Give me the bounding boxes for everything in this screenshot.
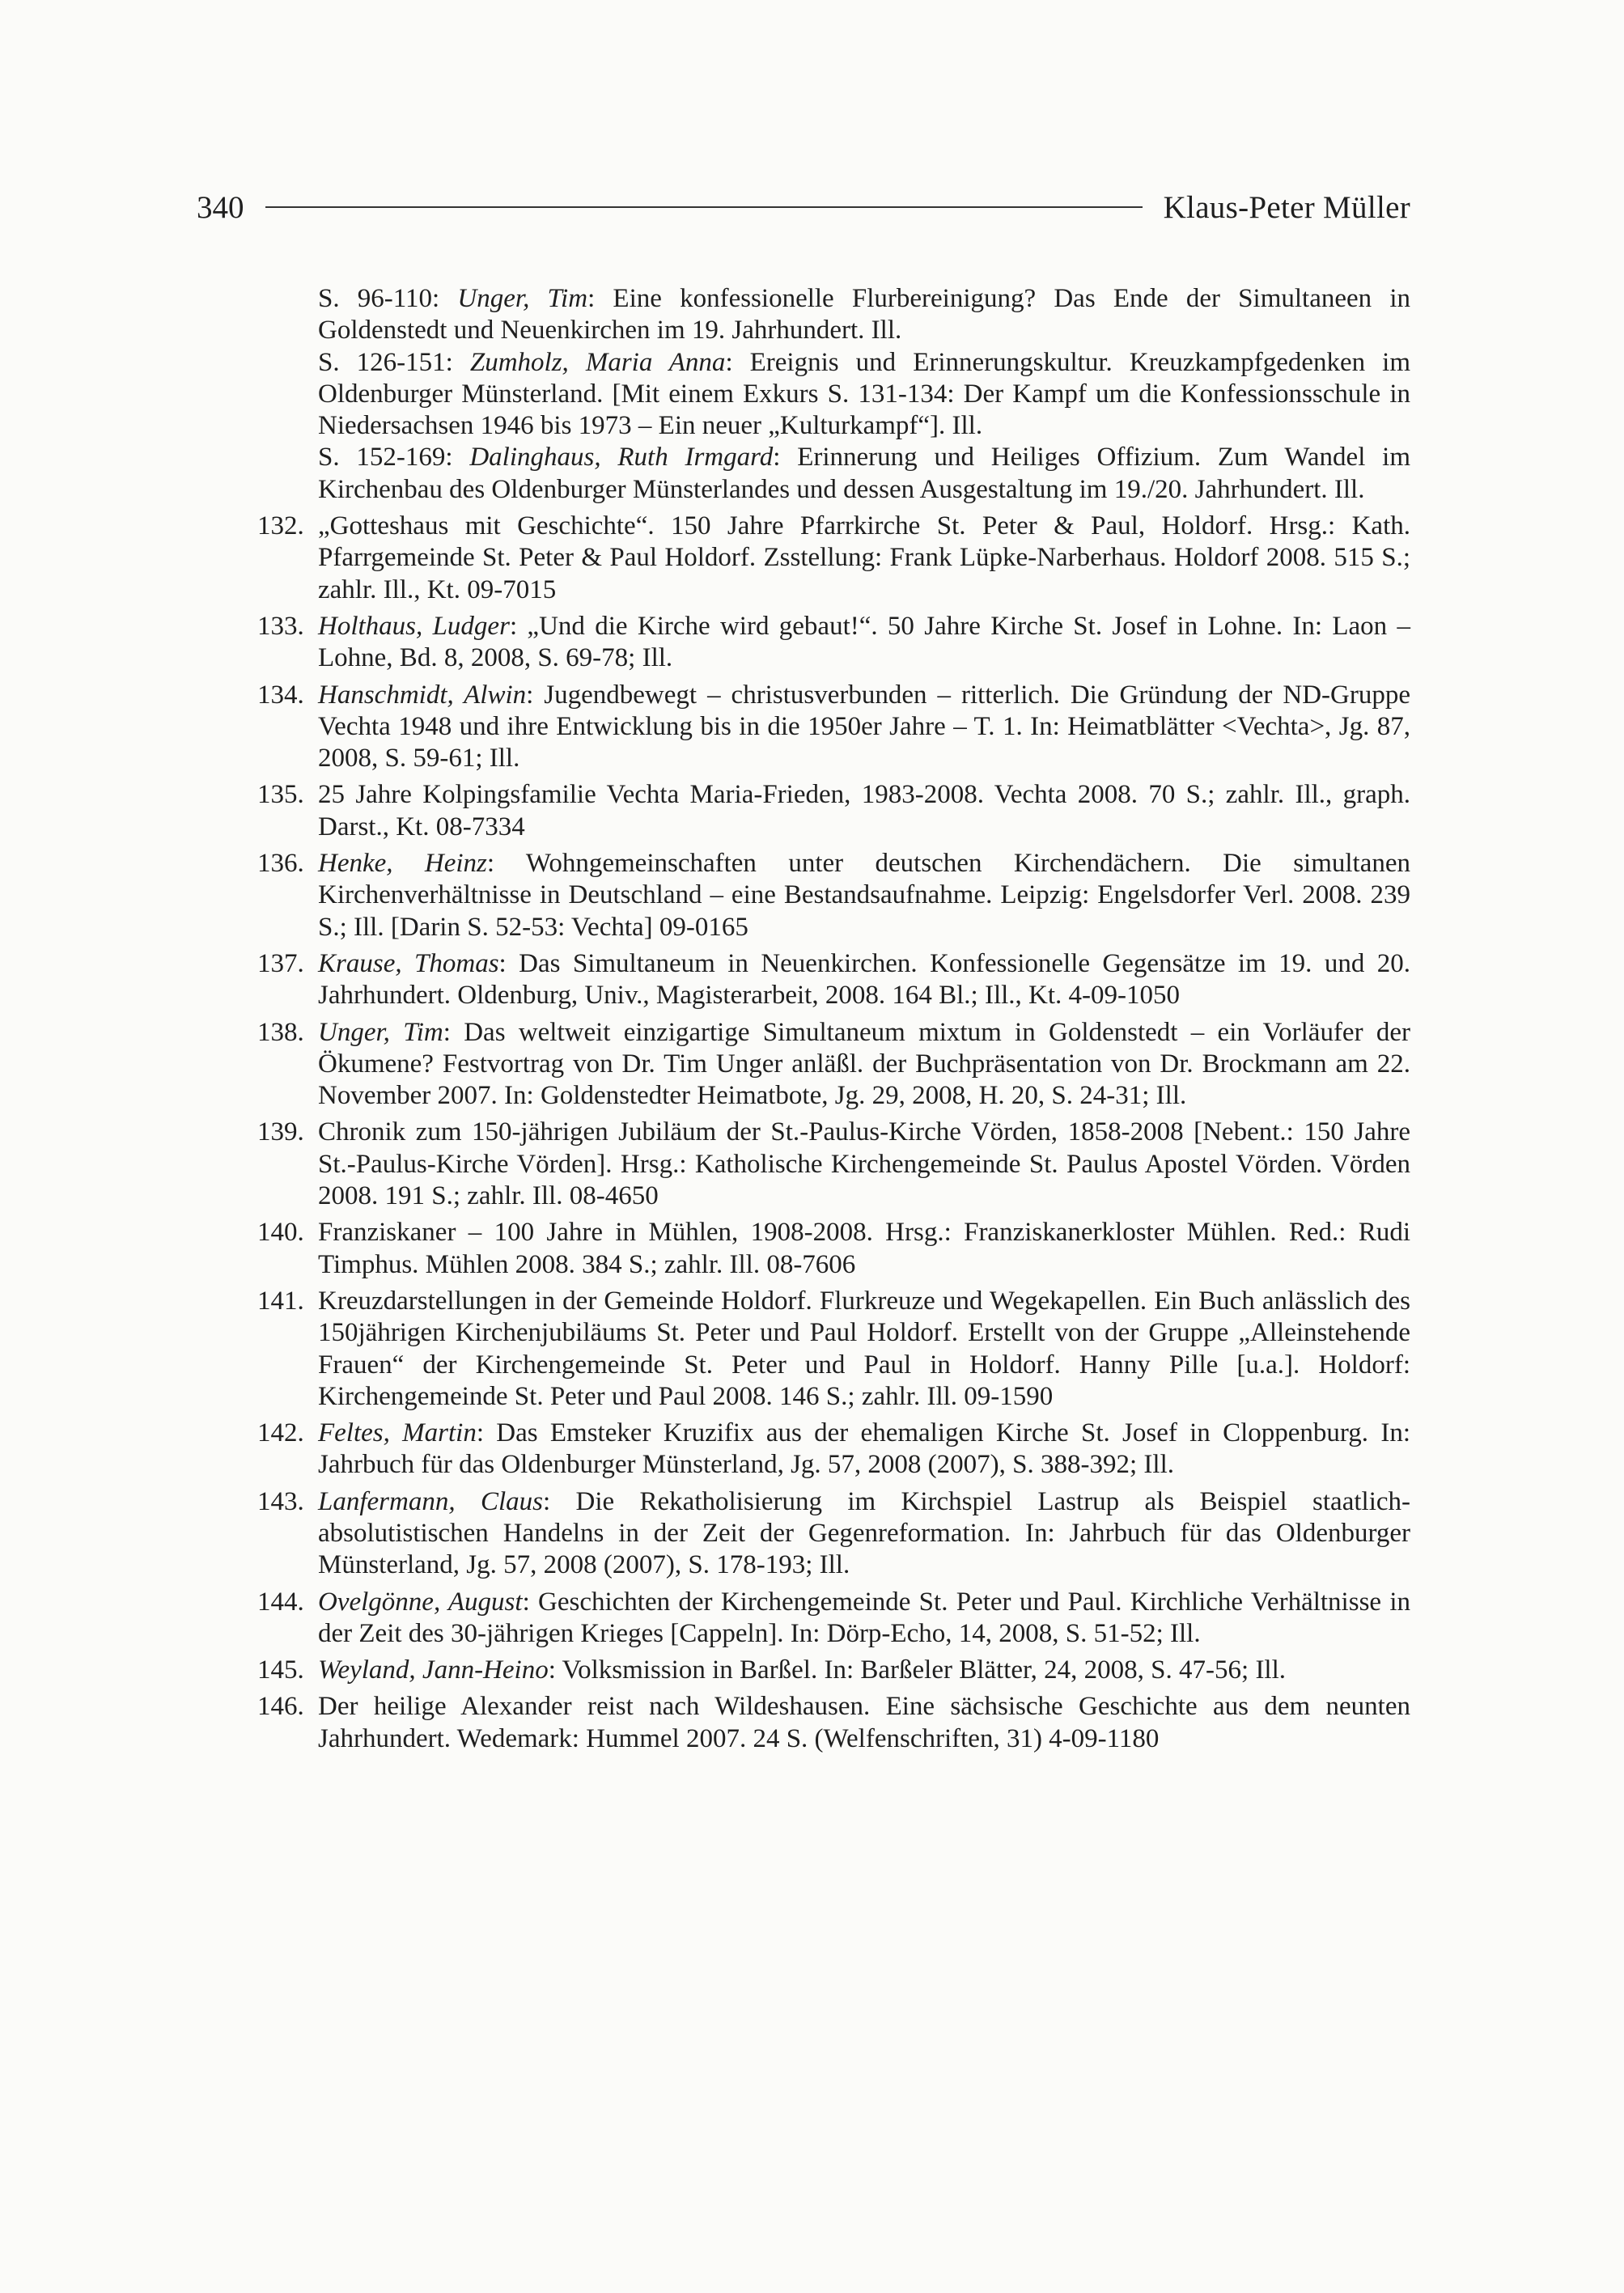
entry-text: Franziskaner – 100 Jahre in Mühlen, 1908-2008. Hrsg.: Franziskanerkloster Mühlen. Red.: Rudi Timphus. Mühlen 2008. 384 S.; zahlr. Ill. 08-7606: [318, 1218, 1410, 1279]
contents-author: Zumholz, Maria Anna: [469, 347, 726, 377]
contents-item: S. 96-110: Unger, Tim: Eine konfessionelle Flurbereinigung? Das Ende der Simultaneen in Goldenstedt und Neuenkirchen im 19. Jahrhundert. Ill.: [318, 284, 1410, 345]
bibliography-entry: [257, 1286, 1410, 1413]
entry-number: 138.: [257, 1017, 304, 1047]
entry-text: 25 Jahre Kolpingsfamilie Vechta Maria-Frieden, 1983-2008. Vechta 2008. 70 S.; zahlr. Ill., graph. Darst., Kt. 08-7334: [318, 780, 1410, 841]
contents-author: Unger, Tim: [457, 284, 588, 313]
bibliography-body: [257, 283, 1410, 1755]
bibliography-entry: [257, 511, 1410, 606]
entry-text: Holthaus, Ludger: „Und die Kirche wird gebaut!“. 50 Jahre Kirche St. Josef in Lohne. In: Laon – Lohne, Bd. 8, 2008, S. 69-78; Ill.: [318, 611, 1410, 673]
entry-number: 135.: [257, 780, 304, 810]
entry-number: 136.: [257, 849, 304, 879]
contents-author: Dalinghaus, Ruth Irmgard: [469, 443, 774, 473]
entry-text: Lanfermann, Claus: Die Rekatholisierung im Kirchspiel Lastrup als Beispiel staatlich-absolutistischen Handelns in der Zeit der Gegenreformation. In: Jahrbuch für das Oldenburger Münsterland, Jg. 57, 2008 (2007), S. 178-193; Ill.: [318, 1486, 1410, 1580]
bibliography-entry: [257, 1217, 1410, 1281]
entry-text: Der heilige Alexander reist nach Wildeshausen. Eine sächsische Geschichte aus dem neunten Jahrhundert. Wedemark: Hummel 2007. 24 S. (Welfenschriften, 31) 4-09-1180: [318, 1692, 1410, 1753]
bibliography-entry: [257, 848, 1410, 943]
bibliography-entry: [257, 1117, 1410, 1212]
page-header: [197, 183, 1410, 231]
entry-text: Weyland, Jann-Heino: Volksmission in Barßel. In: Barßeler Blätter, 24, 2008, S. 47-56; Ill.: [318, 1655, 1287, 1685]
contents-item: S. 152-169: Dalinghaus, Ruth Irmgard: Erinnerung und Heiliges Offizium. Zum Wandel im Kirchenbau des Oldenburger Münsterlandes und dessen Ausgestaltung im 19./20. Jahrhundert. Ill.: [318, 443, 1410, 504]
entry-number: 146.: [257, 1692, 304, 1722]
entry-text: Krause, Thomas: Das Simultaneum in Neuenkirchen. Konfessionelle Gegensätze im 19. und 20. Jahrhundert. Oldenburg, Univ., Magisterarbeit, 2008. 164 Bl.; Ill., Kt. 4-09-1050: [318, 948, 1410, 1011]
entry-number: 139.: [257, 1117, 304, 1147]
entry-text: Ovelgönne, August: Geschichten der Kirchengemeinde St. Peter und Paul. Kirchliche Verhältnisse in der Zeit des 30-jährigen Krieges [Cappeln]. In: Dörp-Echo, 14, 2008, S. 51-52; Ill.: [318, 1587, 1411, 1648]
bibliography-entry: [257, 1587, 1410, 1651]
contents-item: S. 126-151: Zumholz, Maria Anna: Ereignis und Erinnerungskultur. Kreuzkampfgedenken im Oldenburger Münsterland. [Mit einem Exkurs S. 131-134: Der Kampf um die Konfessionsschule in Niedersachsen 1946 bis 1973 – Ein neuer „Kulturkampf“]. Ill.: [318, 347, 1411, 441]
header-rule: [265, 206, 1143, 208]
entry-text: Kreuzdarstellungen in der Gemeinde Holdorf. Flurkreuze und Wegekapellen. Ein Buch anlässlich des 150jährigen Kirchenjubiläums St. Peter und Paul Holdorf. Erstellt von der Gruppe „Alleinstehende Frauen“ der Kirchengemeinde St. Peter und Paul in Holdorf. Hanny Pille [u.a.]. Holdorf: Kirchengemeinde St. Peter und Paul 2008. 146 S.; zahlr. Ill. 09-1590: [318, 1286, 1410, 1411]
entry-author: Krause, Thomas: [318, 948, 499, 978]
entry-text: Hanschmidt, Alwin: Jugendbewegt – christusverbunden – ritterlich. Die Gründung der ND-Gruppe Vechta 1948 und ihre Entwicklung bis in die 1950er Jahre – T. 1. In: Heimatblätter <Vechta>, Jg. 87, 2008, S. 59-61; Ill.: [318, 680, 1410, 774]
entry-author: Feltes, Martin: [318, 1418, 477, 1448]
entry-number: 132.: [257, 511, 304, 541]
entry-author: Hanschmidt, Alwin: [318, 680, 527, 710]
bibliography-entry: [257, 1691, 1410, 1755]
bibliography-entry: [257, 948, 1410, 1012]
entry-number: 145.: [257, 1655, 304, 1685]
running-head: Klaus-Peter Müller: [1163, 189, 1410, 225]
bibliography-entry: [257, 611, 1410, 675]
entry-author: Henke, Heinz: [318, 849, 487, 879]
entry-text: Unger, Tim: Das weltweit einzigartige Simultaneum mixtum in Goldenstedt – ein Vorläufer der Ökumene? Festvortrag von Dr. Tim Unger anläßl. der Buchpräsentation von Dr. Brockmann am 22. November 2007. In: Goldenstedter Heimatbote, Jg. 29, 2008, H. 20, S. 24-31; Ill.: [318, 1017, 1410, 1111]
bibliography-entry: [257, 1418, 1410, 1481]
entry-number: 142.: [257, 1418, 304, 1448]
contents-list: [318, 283, 1410, 506]
entry-number: 144.: [257, 1587, 304, 1617]
entry-text: Feltes, Martin: Das Emsteker Kruzifix aus der ehemaligen Kirche St. Josef in Cloppenburg. In: Jahrbuch für das Oldenburger Münsterland, Jg. 57, 2008 (2007), S. 388-392; Ill.: [318, 1418, 1410, 1480]
entry-author: Ovelgönne, August: [318, 1587, 523, 1617]
bibliography-entry: [257, 680, 1410, 775]
page-number: 340: [197, 189, 244, 225]
entry-number: 140.: [257, 1218, 304, 1248]
entry-text: „Gotteshaus mit Geschichte“. 150 Jahre Pfarrkirche St. Peter & Paul, Holdorf. Hrsg.: Kath. Pfarrgemeinde St. Peter & Paul Holdorf. Zsstellung: Frank Lüpke-Narberhaus. Holdorf 2008. 515 S.; zahlr. Ill., Kt. 09-7015: [318, 511, 1410, 604]
entry-number: 133.: [257, 611, 304, 641]
bibliography-entry: [257, 1017, 1410, 1113]
entry-text: Chronik zum 150-jährigen Jubiläum der St.-Paulus-Kirche Vörden, 1858-2008 [Nebent.: 150 Jahre St.-Paulus-Kirche Vörden]. Hrsg.: Katholische Kirchengemeinde St. Paulus Apostel Vörden. Vörden 2008. 191 S.; zahlr. Ill. 08-4650: [318, 1117, 1410, 1211]
entry-author: Lanfermann, Claus: [318, 1486, 543, 1516]
entry-author: Weyland, Jann-Heino: [318, 1655, 549, 1685]
entry-text: Henke, Heinz: Wohngemeinschaften unter deutschen Kirchendächern. Die simultanen Kirchenverhältnisse in Deutschland – eine Bestandsaufnahme. Leipzig: Engelsdorfer Verl. 2008. 239 S.; Ill. [Darin S. 52-53: Vechta] 09-0165: [318, 849, 1411, 942]
entry-number: 141.: [257, 1286, 304, 1316]
bibliography-entry: [257, 779, 1410, 843]
entry-number: 137.: [257, 948, 304, 978]
bibliography-entry: [257, 1655, 1410, 1686]
entry-number: 143.: [257, 1486, 304, 1516]
entry-author: Unger, Tim: [318, 1017, 443, 1047]
entry-number: 134.: [257, 680, 304, 710]
bibliography-entry: [257, 1486, 1410, 1582]
entry-author: Holthaus, Ludger: [318, 611, 510, 641]
